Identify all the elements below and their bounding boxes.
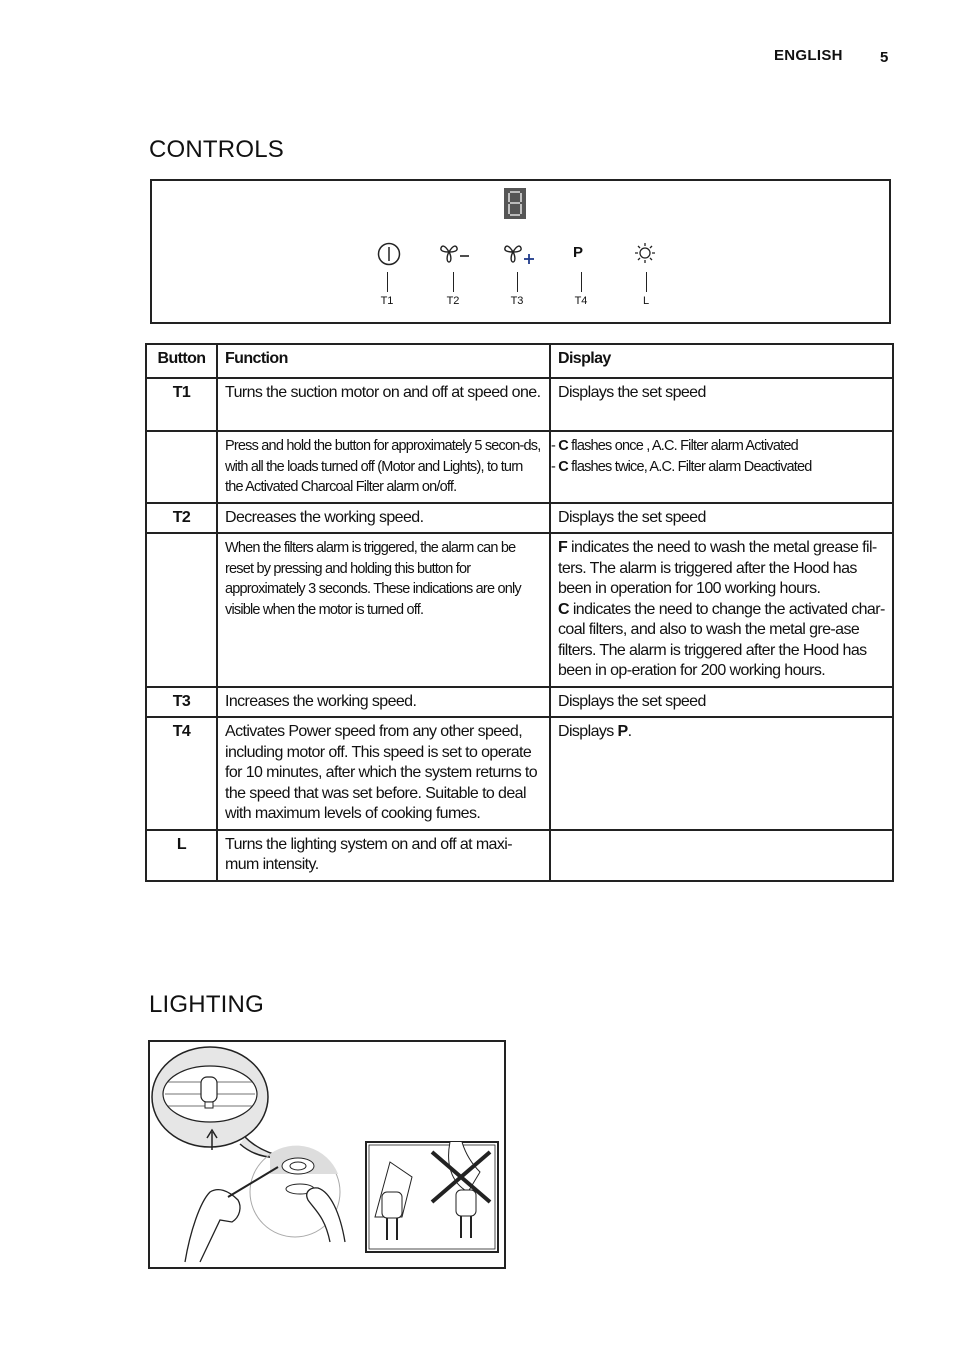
row-display-text — [550, 533, 893, 687]
row-function-text: Activates Power speed from any other speed, including motor off. This speed is set to operate for 10 minutes, after which the system returns to the speed that was set before. Suitable to deal with maximum levels of cooking fumes. — [217, 717, 550, 830]
panel-label-t3: T3 — [510, 295, 524, 307]
row-button-label: T4 — [146, 717, 217, 830]
table-header-row — [146, 344, 893, 378]
row-function-text: Turns the suction motor on and off at speed one. — [217, 378, 550, 431]
light-icon — [632, 240, 658, 266]
row-button-label: T2 — [146, 503, 217, 534]
controls-heading: CONTROLS — [149, 136, 284, 163]
row-button-label: L — [146, 830, 217, 881]
display-part: C indicates the need to change the activated char-coal filters, and also to wash the metal gre-ase filters. The alarm is triggered after the Hood has been in op-eration for 200 working hours. — [558, 600, 885, 679]
controls-table — [145, 343, 894, 882]
page-number: 5 — [880, 49, 889, 66]
lighting-heading: LIGHTING — [149, 991, 264, 1018]
seven-segment-display — [504, 188, 526, 219]
control-panel-diagram — [150, 179, 891, 324]
column-header-button: Button — [146, 344, 217, 378]
row-function-text: Press and hold the button for approximately 5 secon-ds, with all the loads turned off (Motor and Lights), to turn the Activated Charcoal Filter alarm on/off. — [217, 431, 550, 503]
display-part: F indicates the need to wash the metal grease fil-ters. The alarm is triggered after the Hood has been in operation for 100 working hours. — [558, 539, 877, 597]
column-header-display: Display — [550, 344, 893, 378]
row-function-text: Increases the working speed. — [217, 687, 550, 718]
display-line: - C flashes twice, A.C. Filter alarm Deactivated — [551, 458, 812, 475]
row-function-text: Turns the lighting system on and off at maxi-mum intensity. — [217, 830, 550, 881]
row-button-label: T1 — [146, 378, 217, 431]
row-display-text — [550, 830, 893, 881]
table-row — [146, 503, 893, 534]
row-function-text: When the filters alarm is triggered, the alarm can be reset by pressing and holding this button for approximately 3 seconds. These indications are only visible when the motor is turned off. — [217, 533, 550, 687]
row-function-text: Decreases the working speed. — [217, 503, 550, 534]
fan-plus-icon — [503, 240, 537, 268]
power-icon — [376, 241, 402, 267]
lighting-illustration — [148, 1040, 506, 1269]
row-display-text: Displays the set speed — [550, 378, 893, 431]
row-display-text: Displays P. — [550, 717, 893, 830]
panel-label-l: L — [642, 295, 650, 307]
row-display-text — [550, 431, 893, 503]
row-display-text: Displays the set speed — [550, 503, 893, 534]
fan-minus-icon — [439, 240, 471, 266]
table-row — [146, 717, 893, 830]
panel-label-t1: T1 — [380, 295, 394, 307]
display-line: - C flashes once , A.C. Filter alarm Activated — [551, 438, 798, 454]
table-row — [146, 687, 893, 718]
row-button-label — [146, 533, 217, 687]
table-row — [146, 431, 893, 503]
language-label: ENGLISH — [774, 47, 843, 64]
column-header-function: Function — [217, 344, 550, 378]
table-row — [146, 533, 893, 687]
table-row — [146, 830, 893, 881]
panel-label-t4: T4 — [574, 295, 588, 307]
panel-label-t2: T2 — [446, 295, 460, 307]
row-display-text: Displays the set speed — [550, 687, 893, 718]
table-row — [146, 378, 893, 431]
power-speed-icon: P — [573, 244, 584, 261]
row-button-label — [146, 431, 217, 503]
row-button-label: T3 — [146, 687, 217, 718]
